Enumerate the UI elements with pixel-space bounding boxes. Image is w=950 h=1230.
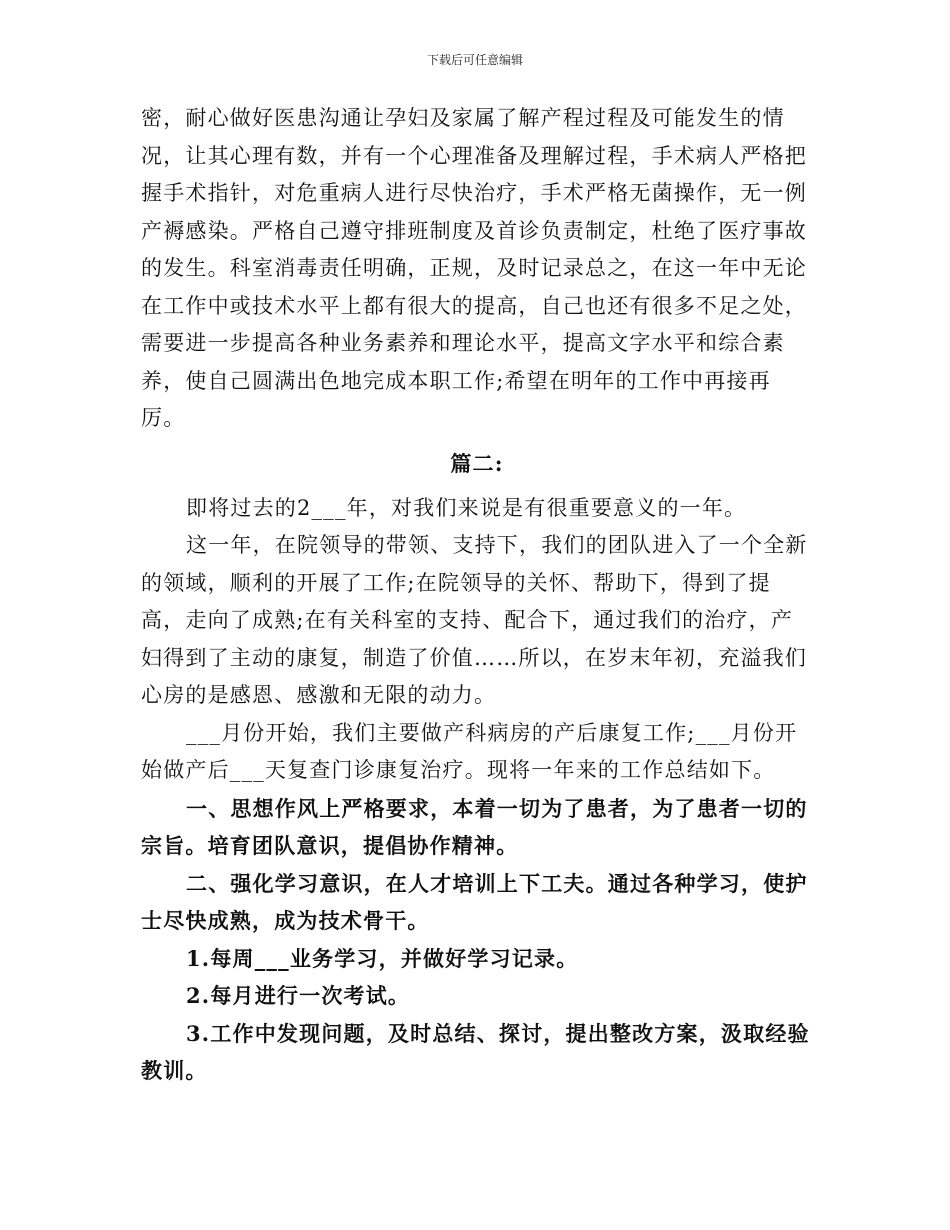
list-item-3: 3.工作中发现问题，及时总结、探讨，提出整改方案，汲取经验教训。 xyxy=(141,1020,810,1083)
paragraph-point-one: 一、思想作风上严格要求，本着一切为了患者，为了患者一切的宗旨。培育团队意识，提倡协作精神。 xyxy=(141,795,808,858)
list-item-1: 1.每周___业务学习，并做好学习记录。 xyxy=(186,945,579,971)
header-note: 下载后可任意编辑 xyxy=(426,53,523,67)
paragraph-year-review: 这一年，在院领导的带领、支持下，我们的团队进入了一个全新的领域，顺利的开展了工作;在院领导的关怀、帮助下，得到了提高，走向了成熟;在有关科室的支持、配合下，通过我们的治疗，产妇得到了主动的康复，制造了价值……所以，在岁末年初，充溢我们心房的是感恩、感激和无限的动力。 xyxy=(141,533,808,707)
paragraph-intro: 即将过去的2___年，对我们来说是有很重要意义的一年。 xyxy=(186,495,747,520)
paragraph-work-start: ___月份开始，我们主要做产科病房的产后康复工作;___月份开始做产后___天复查门诊康复治疗。现将一年来的工作总结如下。 xyxy=(141,720,798,782)
document-body xyxy=(141,100,813,1090)
paragraph-continued: 密，耐心做好医患沟通让孕妇及家属了解产程过程及可能发生的情况，让其心理有数，并有一个心理准备及理解过程，手术病人严格把握手术指针，对危重病人进行尽快治疗，手术严格无菌操作，无一例产褥感染。严格自己遵守排班制度及首诊负责制定，杜绝了医疗事故的发生。科室消毒责任明确，正规，及时记录总之，在这一年中无论在工作中或技术水平上都有很大的提高，自己也还有很多不足之处，需要进一步提高各种业务素养和理论水平，提高文字水平和综合素养，使自己圆满出色地完成本职工作;希望在明年的工作中再接再厉。 xyxy=(141,106,807,430)
paragraph-point-two: 二、强化学习意识，在人才培训上下工夫。通过各种学习，使护士尽快成熟，成为技术骨干。 xyxy=(141,870,808,933)
list-item-2: 2.每月进行一次考试。 xyxy=(186,983,411,1008)
section-title: 篇二: xyxy=(450,450,504,476)
